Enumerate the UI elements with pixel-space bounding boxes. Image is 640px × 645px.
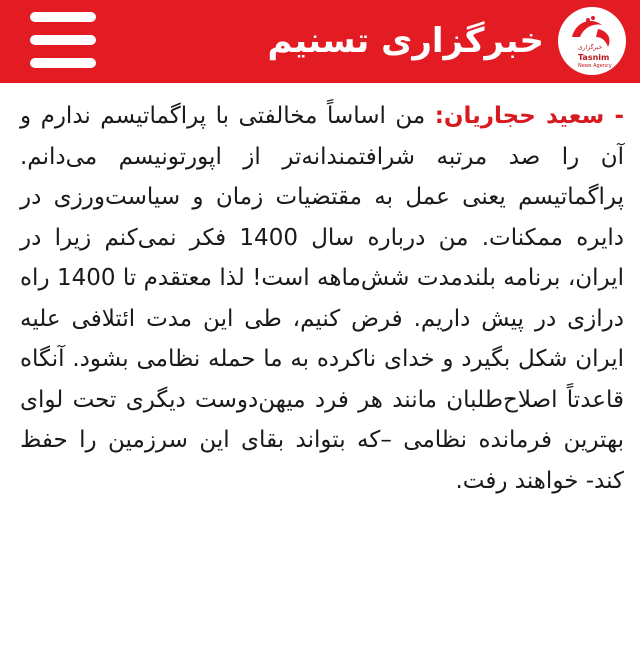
site-brand[interactable] <box>268 6 626 76</box>
menu-bar-bottom <box>30 58 96 68</box>
logo-en-text: Tasnim <box>578 53 610 62</box>
menu-bar-middle <box>30 35 96 45</box>
logo-subtitle-text: News Agency <box>578 63 612 69</box>
logo-fa-text: خبرگزاری <box>578 44 603 51</box>
menu-bar-top <box>30 12 96 22</box>
hamburger-menu-button[interactable] <box>30 12 96 68</box>
speaker-name: - سعید حجاریان: <box>434 103 625 129</box>
site-header <box>0 0 640 83</box>
tasnim-logo-icon <box>558 7 626 75</box>
article-text: من اساساً مخالفتی با پراگماتیسم ندارم و آن را صد مرتبه شرافتمندانه‌تر از اپورتونیسم می‌دانم. پراگماتیسم یعنی عمل به مقتضیات زمان و سیاست‌ورزی در دایره ممکنات. من درباره سال 1400 فکر نمی‌کنم زیرا در ایران، برنامه بلندمدت شش‌ماهه است! لذا معتقدم تا 1400 راه درازی در پیش داریم. فرض کنیم، طی این مدت ائتلافی علیه ایران شکل بگیرد و خدای ناکرده به ما حمله نظامی بشود. آنگاه قاعدتاً اصلاح‌طلبان مانند هر فرد میهن‌دوست دیگری تحت لوای بهترین فرمانده نظامی –که بتواند بقای این سرزمین را حفظ کند- خواهند رفت. <box>20 103 624 494</box>
site-title: خبرگزاری تسنیم <box>267 21 544 61</box>
article-body <box>20 96 624 501</box>
